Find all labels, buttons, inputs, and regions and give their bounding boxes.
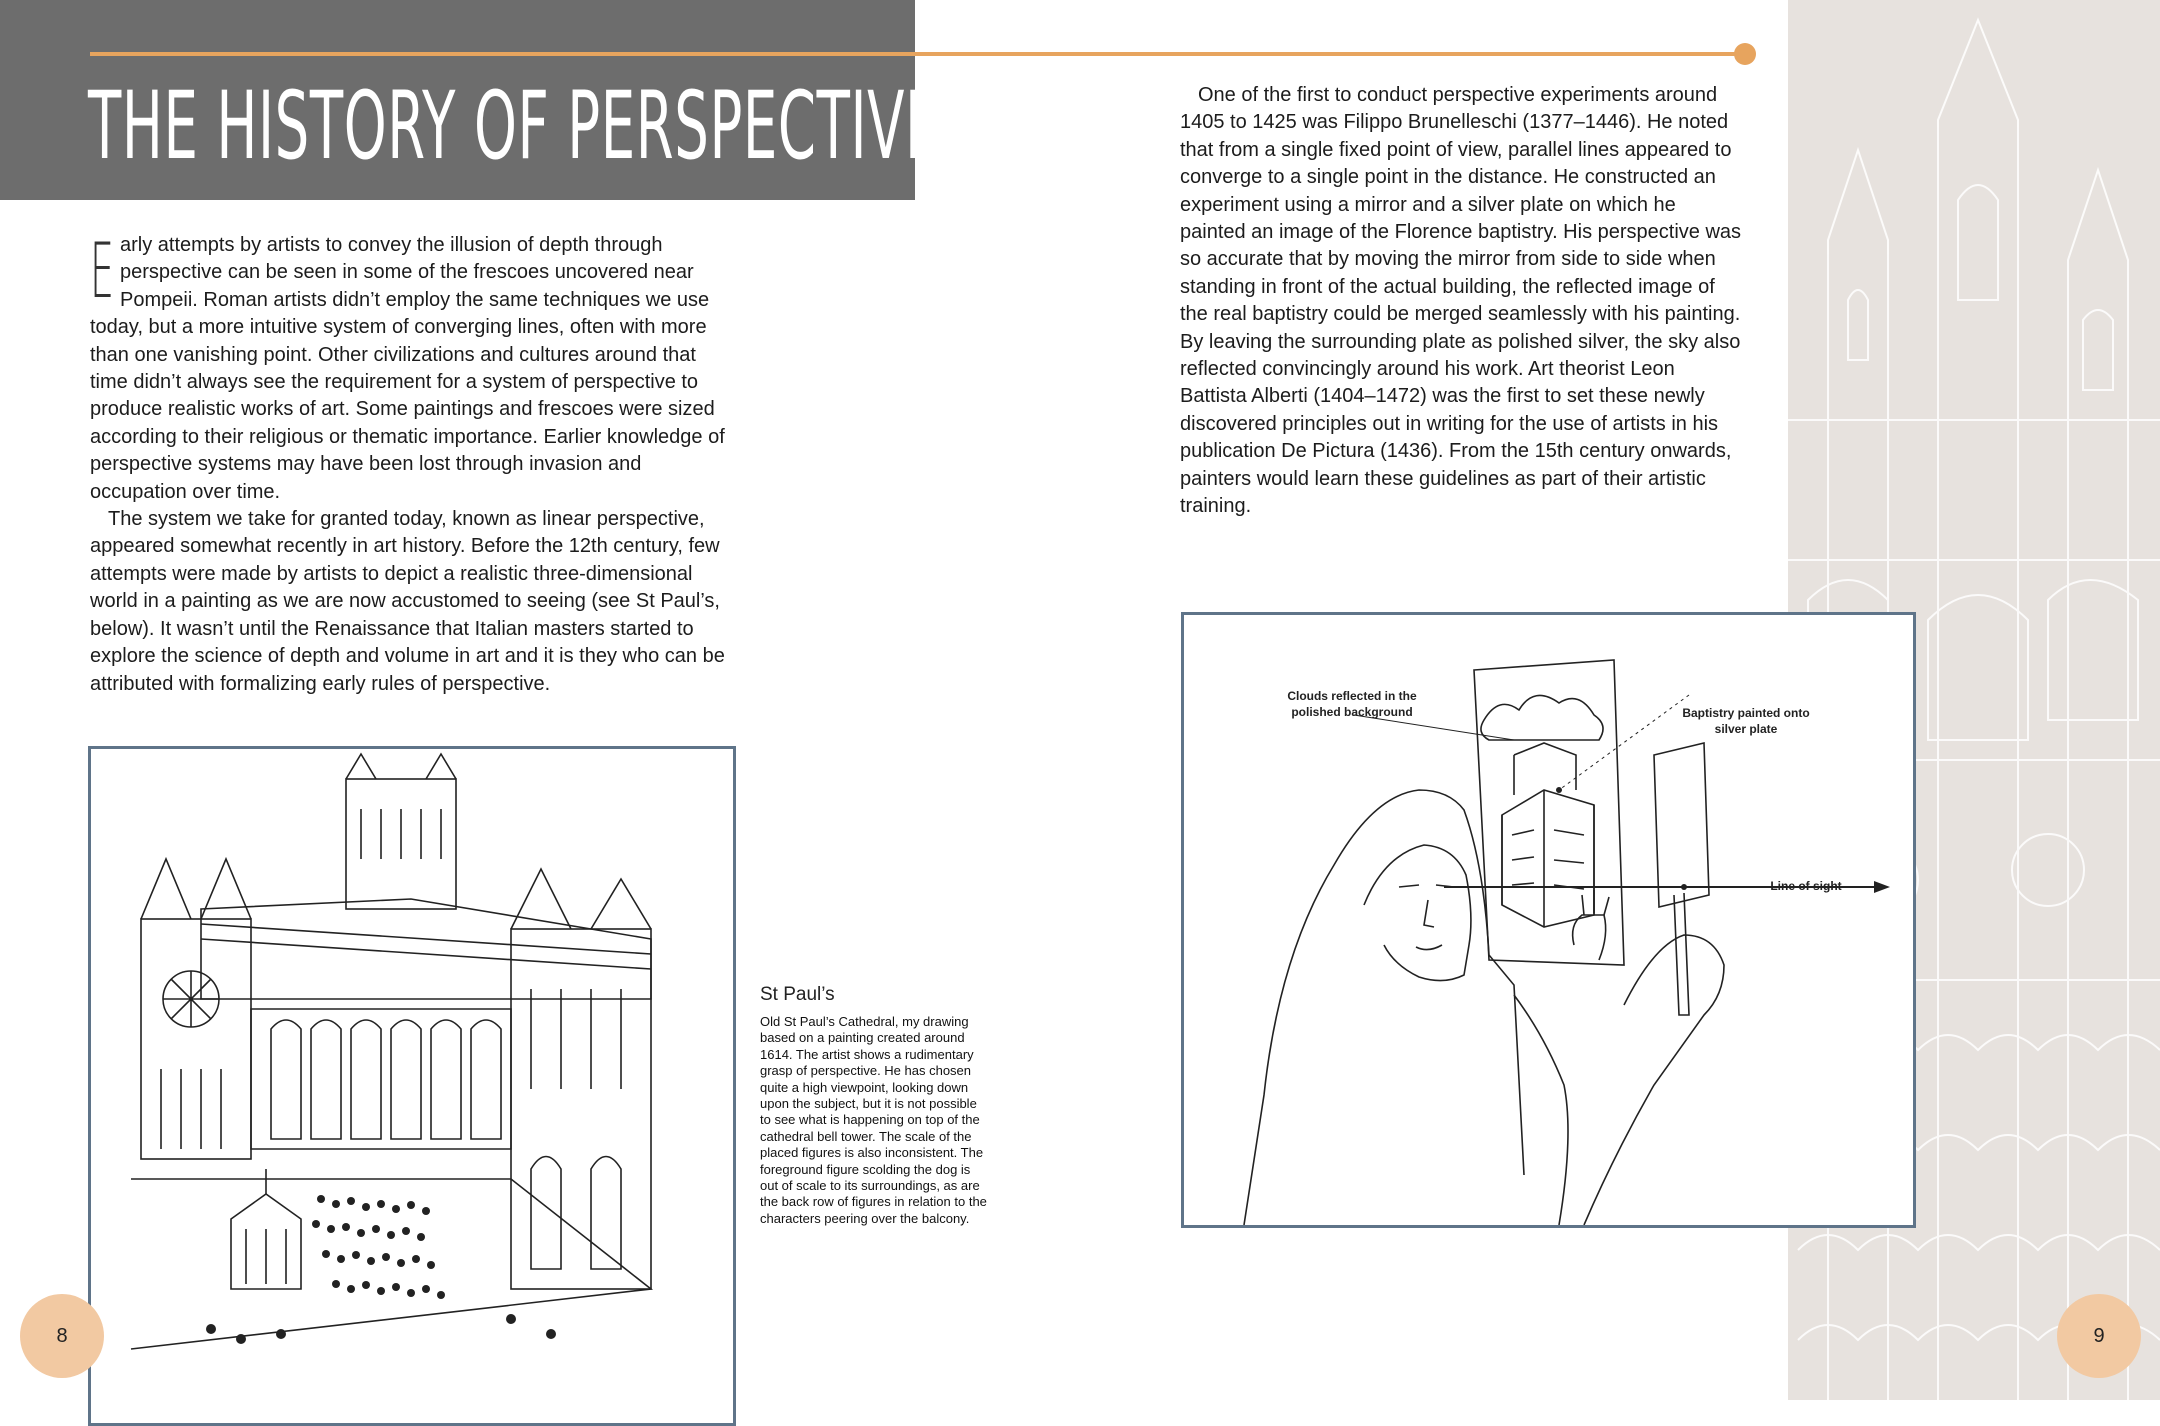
page-number-right: 9 (2057, 1294, 2141, 1378)
brunelleschi-experiment-diagram (1184, 615, 1913, 1225)
title-accent-dot (1734, 43, 1756, 65)
page-title: THE HISTORY OF PERSPECTIVE (88, 72, 941, 181)
label-clouds-line1: Clouds reflected in the (1287, 689, 1417, 703)
dropcap: E (90, 226, 115, 315)
label-line-of-sight: Line of sight (1770, 879, 1842, 893)
label-baptistry-line1: Baptistry painted onto (1682, 706, 1810, 720)
right-paragraph-1: One of the first to conduct perspective experiments around 1405 to 1425 was Filippo Brunelleschi (1377–1446). He noted that from a single fixed point of view, parallel lines appeared to converge to a single point in the distance. He constructed an experiment using a mirror and a silver plate on which he painted an image of the Florence baptistry. His perspective was so accurate that by moving the mirror from side to side when standing in front of the actual building, the reflected image of the real baptistry could be merged seamlessly with his painting. By leaving the surrounding plate as polished silver, the sky also reflected convincingly around his work. Art theorist Leon Battista Alberti (1404–1472) was the first to set these newly discovered principles out in writing for the use of artists in his publication De Pictura (1436). From the 15th century onwards, painters would learn these guidelines as part of their artistic training. (1180, 84, 1742, 518)
right-body-text (1180, 82, 1745, 521)
caption-title: St Paul’s (760, 984, 835, 1005)
st-pauls-illustration-frame (88, 746, 736, 1426)
left-paragraph-1 (90, 226, 730, 506)
left-body-text (90, 226, 730, 698)
label-clouds-line2: polished background (1291, 705, 1413, 719)
page-number-left: 8 (20, 1294, 104, 1378)
brunelleschi-diagram-frame (1181, 612, 1916, 1228)
left-paragraph-1-text: arly attempts by artists to convey the illusion of depth through perspective can be seen in some of the frescoes uncovered near Pompeii. Roman artists didn’t employ the same techniques we use today, but a more intuitive system of converging lines, often with more than one vanishing point. Other civilizations and cultures around that time didn’t always see the requirement for a system of perspective to produce realistic works of art. Some paintings and frescoes were sized according to their religious or thematic importance. Earlier knowledge of perspective systems may have been lost through invasion and occupation over time. (90, 234, 725, 503)
label-baptistry-line2: silver plate (1714, 722, 1778, 736)
title-accent-rule (90, 52, 1745, 56)
left-paragraph-2: The system we take for granted today, known as linear perspective, appeared somewhat recently in art history. Before the 12th century, few attempts were made by artists to depict a realistic three-dimensional world in a painting as we are now accustomed to seeing (see St Paul’s, below). It wasn’t until the Renaissance that Italian masters started to explore the science of depth and volume in art and it is they who can be attributed with formalizing early rules of perspective. (90, 508, 725, 695)
caption-text: Old St Paul’s Cathedral, my drawing based on a painting created around 1614. The artist shows a rudimentary grasp of perspective. He has chosen quite a high viewpoint, looking down upon the subject, but it is not possible to see what is happening on top of the cathedral bell tower. The scale of the placed figures is also inconsistent. The foreground figure scolding the dog is out of scale to its surroundings, as are the back row of figures in relation to the characters peering over the balcony. (760, 1014, 987, 1226)
st-pauls-cathedral-drawing (91, 749, 733, 1409)
